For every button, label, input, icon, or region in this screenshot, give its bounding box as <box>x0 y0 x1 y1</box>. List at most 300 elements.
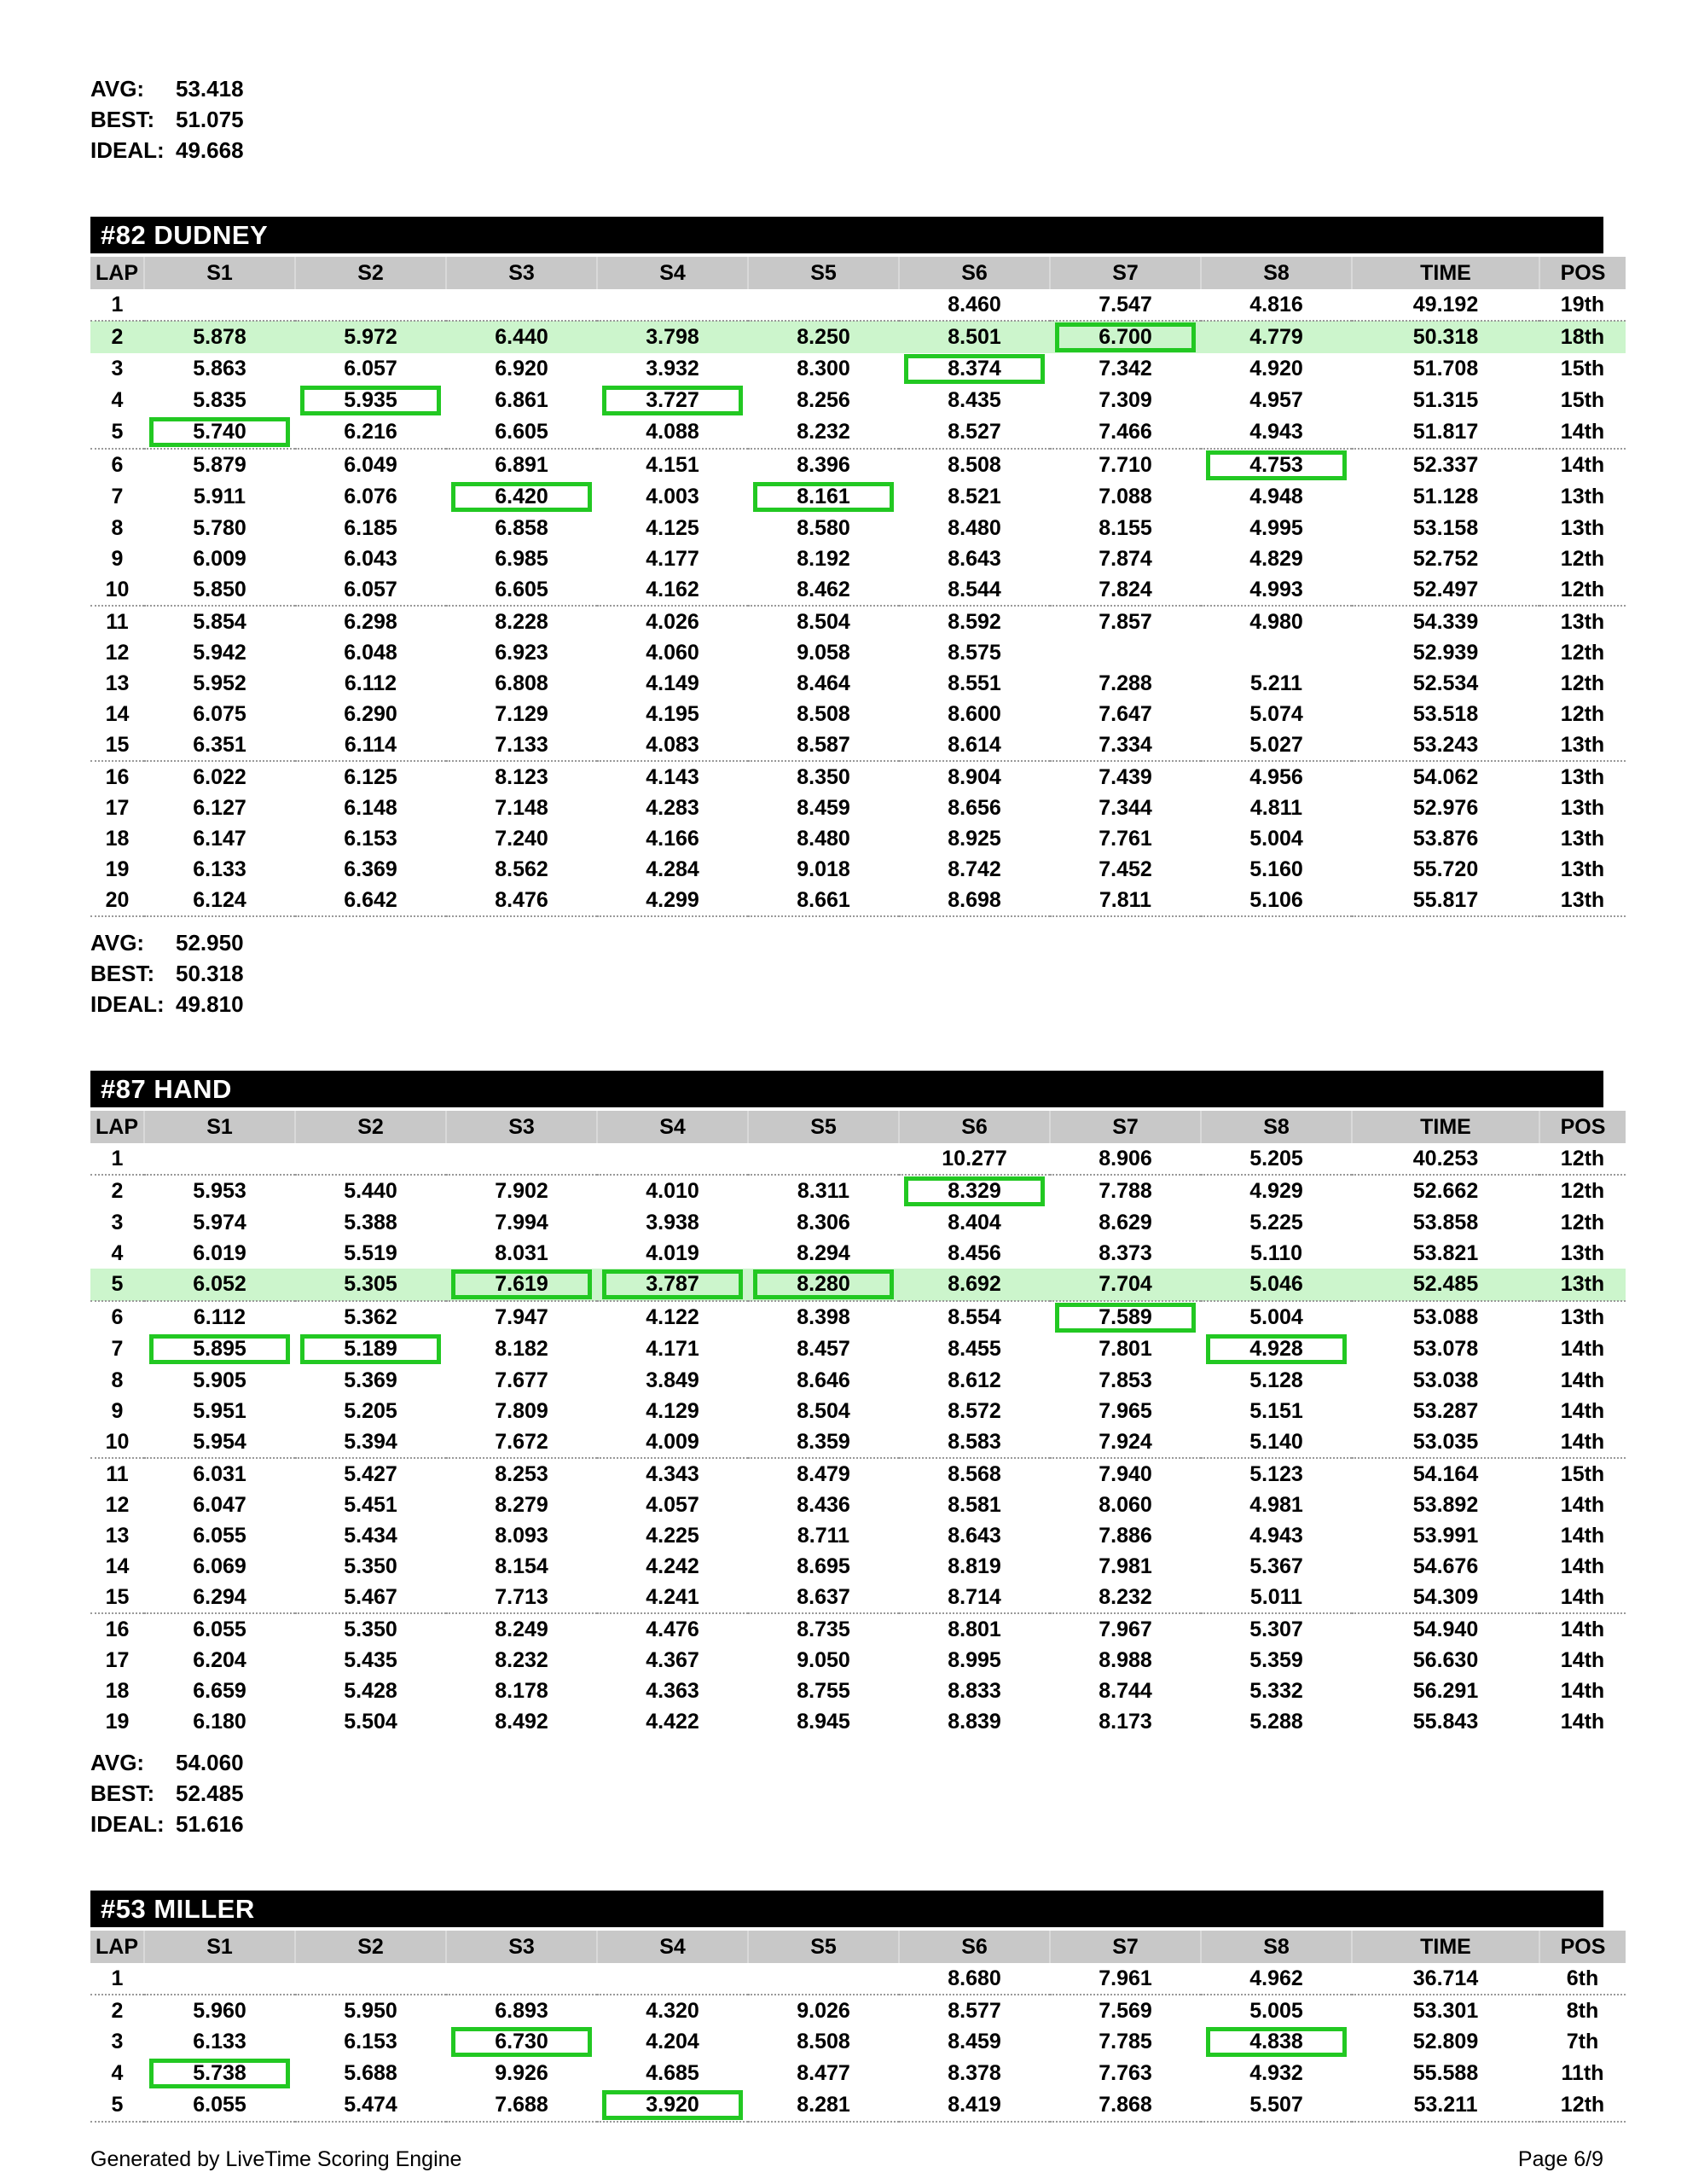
lap-times-table <box>90 1931 1626 2123</box>
position: 14th <box>1560 1617 1605 1641</box>
lap-time: 54.940 <box>1412 1617 1479 1641</box>
sector-time <box>295 1963 446 1995</box>
position: 14th <box>1539 1426 1626 1458</box>
sector-time: 4.422 <box>646 1709 699 1734</box>
sector-time: 5.350 <box>344 1554 397 1578</box>
sector-time: 4.995 <box>1249 515 1303 540</box>
column-header-s7: S7 <box>1050 257 1201 289</box>
sector-time: 7.868 <box>1050 2089 1201 2122</box>
position: 13th <box>1560 485 1605 508</box>
sector-time: 7.344 <box>1099 795 1152 820</box>
lap-row <box>90 1995 1626 2026</box>
sector-time: 8.300 <box>797 357 850 380</box>
position: 13th <box>1539 885 1626 916</box>
sector-time: 9.050 <box>797 1647 850 1672</box>
position: 14th <box>1539 416 1626 449</box>
best-sector-box: 6.700 <box>1055 322 1196 352</box>
sector-time: 9.058 <box>797 640 850 665</box>
lap-number: 2 <box>111 1998 124 2023</box>
sector-time: 8.404 <box>948 1210 1001 1234</box>
summary-stat-row <box>90 989 1603 1019</box>
lap-time: 53.858 <box>1412 1210 1479 1234</box>
sector-time: 5.911 <box>193 485 246 508</box>
lap-row <box>90 606 1626 637</box>
sector-time: 6.069 <box>193 1554 246 1578</box>
sector-time: 8.504 <box>797 609 850 634</box>
lap-number: 4 <box>111 2061 124 2085</box>
sector-time: 9.926 <box>495 2061 548 2085</box>
stat-value: 50.318 <box>176 961 244 986</box>
position: 14th <box>1560 1398 1605 1423</box>
sector-time: 7.148 <box>495 795 548 820</box>
lap-time: 54.339 <box>1412 609 1479 634</box>
sector-time: 4.993 <box>1201 574 1352 606</box>
lap-number: 6 <box>111 453 124 477</box>
sector-time: 8.988 <box>1099 1647 1152 1672</box>
column-header-s8: S8 <box>1201 1111 1352 1143</box>
position: 12th <box>1560 671 1605 695</box>
sector-time: 7.967 <box>1099 1617 1152 1641</box>
lap-number: 3 <box>111 1210 124 1234</box>
column-header-pos: POS <box>1539 1931 1626 1963</box>
column-header-s1: S1 <box>144 1931 295 1963</box>
sector-time: 5.835 <box>193 388 246 412</box>
stat-value: 53.418 <box>176 76 244 102</box>
position: 14th <box>1539 1582 1626 1613</box>
sector-time: 7.788 <box>1099 1179 1152 1203</box>
sector-time <box>144 1333 295 1365</box>
sector-time: 4.920 <box>1249 357 1303 380</box>
stat-value: 52.950 <box>176 930 244 956</box>
best-sector-box: 8.329 <box>904 1176 1045 1206</box>
lap-number: 15 <box>90 729 144 761</box>
sector-time: 4.225 <box>646 1523 699 1548</box>
sector-time: 8.232 <box>495 1647 548 1672</box>
best-sector-box: 3.727 <box>602 386 743 415</box>
sector-time: 5.879 <box>193 453 246 477</box>
sector-time: 5.305 <box>295 1269 446 1301</box>
sector-time: 8.294 <box>797 1240 850 1265</box>
sector-time: 7.857 <box>1099 609 1152 634</box>
column-header-s5: S5 <box>748 1111 899 1143</box>
generator-credit: Generated by LiveTime Scoring Engine <box>90 2147 462 2171</box>
sector-time: 10.277 <box>899 1143 1050 1175</box>
sector-time: 5.504 <box>344 1709 397 1734</box>
lap-number: 4 <box>111 1240 124 1265</box>
stat-label: AVG: <box>90 930 145 956</box>
sector-time: 8.508 <box>797 701 850 726</box>
lap-time: 53.038 <box>1412 1368 1479 1392</box>
sector-time: 8.643 <box>948 546 1001 571</box>
sector-time: 7.288 <box>1099 671 1152 695</box>
lap-row <box>90 416 1626 449</box>
sector-time: 8.031 <box>495 1240 548 1265</box>
sector-time: 6.055 <box>193 1523 246 1548</box>
sector-time: 8.228 <box>495 609 548 634</box>
stat-value: 54.060 <box>176 1750 244 1775</box>
lap-time: 54.164 <box>1412 1461 1479 1486</box>
lap-number: 16 <box>105 764 130 789</box>
sector-time <box>1201 637 1352 668</box>
sector-time: 5.388 <box>344 1210 397 1234</box>
sector-time: 8.544 <box>899 574 1050 606</box>
lap-number: 5 <box>90 1269 144 1301</box>
lap-number: 3 <box>111 357 124 380</box>
sector-time: 8.456 <box>948 1240 1001 1265</box>
column-header-s6: S6 <box>899 1931 1050 1963</box>
lap-time: 52.497 <box>1352 574 1539 606</box>
sector-time: 8.744 <box>1099 1678 1152 1703</box>
sector-time: 8.492 <box>495 1709 548 1734</box>
position: 12th <box>1560 1179 1605 1203</box>
column-header-s7: S7 <box>1050 1111 1201 1143</box>
sector-time: 7.940 <box>1099 1461 1152 1486</box>
sector-time <box>446 1269 597 1301</box>
lap-row <box>90 481 1626 513</box>
lap-row <box>90 1175 1626 1207</box>
sector-time: 4.943 <box>1249 1523 1303 1548</box>
sector-time: 7.824 <box>1050 574 1201 606</box>
sector-time <box>1201 449 1352 481</box>
sector-time: 6.808 <box>495 671 548 695</box>
sector-time: 5.905 <box>193 1368 246 1392</box>
sector-time: 4.948 <box>1249 485 1303 508</box>
sector-time: 7.994 <box>495 1210 548 1234</box>
lap-row <box>90 668 1626 699</box>
lap-number: 20 <box>90 885 144 916</box>
sector-time: 5.211 <box>1249 671 1303 695</box>
sector-time: 5.046 <box>1201 1269 1352 1301</box>
sector-time: 5.332 <box>1249 1678 1303 1703</box>
sector-time: 4.943 <box>1201 416 1352 449</box>
lap-row <box>90 729 1626 761</box>
sector-time <box>446 1143 597 1175</box>
sector-time: 6.294 <box>144 1582 295 1613</box>
lap-time: 53.991 <box>1412 1523 1479 1548</box>
lap-times-table <box>90 257 1626 917</box>
sector-time: 5.128 <box>1249 1368 1303 1392</box>
position: 11th <box>1561 2061 1604 2085</box>
sector-time <box>144 1963 295 1995</box>
sector-time: 8.735 <box>797 1617 850 1641</box>
sector-time: 8.250 <box>748 321 899 353</box>
sector-time <box>748 481 899 513</box>
sector-time: 5.225 <box>1249 1210 1303 1234</box>
lap-number: 5 <box>90 2089 144 2122</box>
column-header-s2: S2 <box>295 1931 446 1963</box>
sector-time: 3.932 <box>646 357 699 380</box>
sector-time: 6.642 <box>295 885 446 916</box>
sector-time: 8.232 <box>748 416 899 449</box>
lap-row <box>90 543 1626 574</box>
lap-number: 5 <box>90 416 144 449</box>
lap-number: 1 <box>90 1963 144 1995</box>
summary-stat-row <box>90 135 1603 166</box>
position: 14th <box>1560 1492 1605 1517</box>
lap-row <box>90 385 1626 416</box>
position: 14th <box>1560 1678 1605 1703</box>
sector-time: 8.583 <box>899 1426 1050 1458</box>
best-sector-box: 4.928 <box>1206 1334 1347 1364</box>
sector-time: 5.850 <box>144 574 295 606</box>
sector-time: 4.476 <box>646 1617 699 1641</box>
sector-time: 7.761 <box>1099 826 1152 851</box>
sector-time: 8.646 <box>797 1368 850 1392</box>
sector-time: 6.180 <box>193 1709 246 1734</box>
lap-row <box>90 1613 1626 1645</box>
sector-time: 4.929 <box>1249 1179 1303 1203</box>
sector-time: 8.123 <box>495 764 548 789</box>
sector-time: 5.854 <box>193 609 246 634</box>
lap-time: 51.128 <box>1412 485 1479 508</box>
lap-number: 19 <box>105 1709 130 1734</box>
best-sector-box: 6.420 <box>451 482 592 512</box>
sector-time: 8.480 <box>948 515 1001 540</box>
lap-time: 55.843 <box>1412 1709 1479 1734</box>
sector-time: 8.093 <box>495 1523 548 1548</box>
sector-time: 8.396 <box>797 453 850 477</box>
sector-time: 5.140 <box>1201 1426 1352 1458</box>
lap-number: 13 <box>105 1523 130 1548</box>
sector-time: 4.083 <box>597 729 748 761</box>
lap-row <box>90 1238 1626 1269</box>
lap-number: 10 <box>90 574 144 606</box>
best-sector-box: 5.189 <box>300 1334 441 1364</box>
sector-time: 5.205 <box>1201 1143 1352 1175</box>
lap-time: 53.158 <box>1412 515 1479 540</box>
lap-row <box>90 1582 1626 1613</box>
sector-time: 5.205 <box>344 1398 397 1423</box>
sector-time: 8.575 <box>948 640 1001 665</box>
sector-time: 8.551 <box>948 671 1001 695</box>
best-sector-box: 3.787 <box>602 1269 743 1299</box>
lap-number: 3 <box>111 2030 124 2053</box>
sector-time: 8.695 <box>797 1554 850 1578</box>
lap-number: 14 <box>105 701 130 726</box>
stat-label: AVG: <box>90 1750 145 1775</box>
sector-time: 5.367 <box>1249 1554 1303 1578</box>
sector-time: 8.614 <box>899 729 1050 761</box>
lap-number: 9 <box>111 1398 124 1423</box>
sector-time: 8.232 <box>1050 1582 1201 1613</box>
stat-label: IDEAL: <box>90 137 165 163</box>
sector-time: 8.459 <box>948 2030 1001 2053</box>
lap-row <box>90 1645 1626 1676</box>
sector-time: 6.605 <box>446 574 597 606</box>
position: 12th <box>1560 546 1605 571</box>
column-header-row <box>90 1931 1626 1963</box>
column-header-pos: POS <box>1539 1111 1626 1143</box>
sector-time: 8.155 <box>1099 515 1152 540</box>
sector-time: 5.878 <box>144 321 295 353</box>
sector-time: 7.342 <box>1099 357 1152 380</box>
sector-time: 7.874 <box>1099 546 1152 571</box>
lap-time: 56.630 <box>1412 1647 1479 1672</box>
sector-time: 8.154 <box>495 1554 548 1578</box>
sector-time: 4.088 <box>597 416 748 449</box>
lap-time: 53.287 <box>1412 1398 1479 1423</box>
sector-time: 8.587 <box>748 729 899 761</box>
lap-number: 6 <box>111 1305 124 1329</box>
sector-time: 7.785 <box>1099 2030 1152 2053</box>
lap-row <box>90 1396 1626 1426</box>
best-sector-box: 5.738 <box>149 2059 290 2088</box>
lap-time: 49.192 <box>1352 289 1539 321</box>
position: 6th <box>1539 1963 1626 1995</box>
sector-time: 8.504 <box>797 1398 850 1423</box>
sector-time: 8.577 <box>948 1998 1001 2023</box>
lap-row <box>90 1706 1626 1737</box>
sector-time: 4.932 <box>1249 2061 1303 2085</box>
best-sector-box: 6.730 <box>451 2027 592 2057</box>
sector-time: 8.637 <box>748 1582 899 1613</box>
column-header-s3: S3 <box>446 1111 597 1143</box>
sector-time: 8.554 <box>948 1305 1001 1329</box>
sector-time: 8.592 <box>948 609 1001 634</box>
position: 12th <box>1560 701 1605 726</box>
lap-time: 51.708 <box>1412 357 1479 380</box>
best-sector-box: 5.740 <box>149 417 290 447</box>
best-sector-box: 5.895 <box>149 1334 290 1364</box>
lap-time: 52.485 <box>1352 1269 1539 1301</box>
sector-time: 4.980 <box>1249 609 1303 634</box>
sector-time: 8.508 <box>948 453 1001 477</box>
sector-time: 4.019 <box>646 1240 699 1265</box>
column-header-s5: S5 <box>748 1931 899 1963</box>
sector-time: 5.863 <box>193 357 246 380</box>
sector-time: 3.798 <box>597 321 748 353</box>
sector-time: 5.467 <box>295 1582 446 1613</box>
sector-time: 4.166 <box>646 826 699 851</box>
sector-time: 4.284 <box>646 857 699 881</box>
sector-time: 5.151 <box>1249 1398 1303 1423</box>
sector-time: 4.060 <box>646 640 699 665</box>
sector-time: 7.981 <box>1099 1554 1152 1578</box>
sector-time: 7.452 <box>1099 857 1152 881</box>
sector-time: 7.466 <box>1050 416 1201 449</box>
position: 14th <box>1560 1337 1605 1361</box>
page-number: Page 6/9 <box>1517 2147 1603 2171</box>
sector-time: 6.052 <box>144 1269 295 1301</box>
lap-row <box>90 1520 1626 1551</box>
lap-time: 53.518 <box>1412 701 1479 726</box>
sector-time: 7.947 <box>495 1305 548 1329</box>
stat-value: 51.616 <box>176 1811 244 1837</box>
sector-time: 6.153 <box>344 2030 397 2053</box>
lap-row <box>90 513 1626 543</box>
sector-time: 5.110 <box>1249 1240 1303 1265</box>
lap-number: 12 <box>105 640 130 665</box>
lap-number: 19 <box>105 857 130 881</box>
sector-time: 6.055 <box>144 2089 295 2122</box>
sector-time: 7.965 <box>1099 1398 1152 1423</box>
position: 13th <box>1560 515 1605 540</box>
sector-time: 8.580 <box>797 515 850 540</box>
sector-time <box>748 289 899 321</box>
sector-time: 7.677 <box>495 1368 548 1392</box>
position: 14th <box>1560 1523 1605 1548</box>
sector-time: 3.849 <box>646 1368 699 1392</box>
sector-time: 7.924 <box>1050 1426 1201 1458</box>
position: 13th <box>1560 764 1605 789</box>
lap-time: 52.752 <box>1412 546 1479 571</box>
position: 12th <box>1560 1210 1605 1234</box>
sector-time <box>597 1143 748 1175</box>
lap-time: 53.035 <box>1352 1426 1539 1458</box>
sector-time: 6.351 <box>144 729 295 761</box>
sector-time: 6.075 <box>193 701 246 726</box>
sector-time: 6.133 <box>193 2030 246 2053</box>
sector-time <box>446 2026 597 2058</box>
sector-time: 5.350 <box>344 1617 397 1641</box>
lap-time: 54.062 <box>1412 764 1479 789</box>
sector-time: 4.026 <box>646 609 699 634</box>
stat-label: BEST: <box>90 107 155 132</box>
lap-number: 1 <box>90 289 144 321</box>
sector-time: 6.985 <box>495 546 548 571</box>
lap-time: 52.976 <box>1412 795 1479 820</box>
sector-time: 6.043 <box>344 546 397 571</box>
sector-time: 8.581 <box>948 1492 1001 1517</box>
column-header-time: TIME <box>1352 1931 1539 1963</box>
sector-time: 8.692 <box>899 1269 1050 1301</box>
column-header-time: TIME <box>1352 1111 1539 1143</box>
sector-time: 6.076 <box>344 485 397 508</box>
sector-time: 4.363 <box>646 1678 699 1703</box>
sector-time: 5.435 <box>344 1647 397 1672</box>
sector-time <box>446 1963 597 1995</box>
sector-time: 7.569 <box>1099 1998 1152 2023</box>
lap-row <box>90 1301 1626 1333</box>
sector-time: 5.688 <box>344 2061 397 2085</box>
lap-number: 1 <box>90 1143 144 1175</box>
sector-time: 8.178 <box>495 1678 548 1703</box>
sector-time: 8.060 <box>1099 1492 1152 1517</box>
lap-time: 51.315 <box>1412 388 1479 412</box>
sector-time: 5.004 <box>1249 1305 1303 1329</box>
sector-time: 7.801 <box>1099 1337 1152 1361</box>
lap-number: 16 <box>105 1617 130 1641</box>
sector-time: 6.127 <box>193 795 246 820</box>
lap-time: 52.809 <box>1412 2030 1479 2053</box>
lap-number: 18 <box>105 1678 130 1703</box>
lap-table-hand <box>90 1071 1606 1839</box>
sector-time: 7.334 <box>1050 729 1201 761</box>
sector-time: 7.704 <box>1050 1269 1201 1301</box>
sector-time: 4.162 <box>597 574 748 606</box>
sector-time: 6.114 <box>295 729 446 761</box>
lap-number: 18 <box>105 826 130 851</box>
lap-row <box>90 1333 1626 1365</box>
sector-time: 8.925 <box>948 826 1001 851</box>
lap-number: 17 <box>105 1647 130 1672</box>
sector-time: 5.427 <box>344 1461 397 1486</box>
sector-time: 8.521 <box>948 485 1001 508</box>
sector-time: 5.106 <box>1201 885 1352 916</box>
sector-time: 8.661 <box>748 885 899 916</box>
sector-time: 4.195 <box>646 701 699 726</box>
stat-label: IDEAL: <box>90 1811 165 1837</box>
sector-time: 8.306 <box>797 1210 850 1234</box>
sector-time <box>295 385 446 416</box>
sector-time: 5.952 <box>193 671 246 695</box>
column-header-row <box>90 257 1626 289</box>
lap-row <box>90 1143 1626 1175</box>
sector-time: 5.362 <box>344 1305 397 1329</box>
sector-time: 4.009 <box>597 1426 748 1458</box>
page-footer <box>90 2147 1603 2172</box>
sector-time: 5.974 <box>193 1210 246 1234</box>
